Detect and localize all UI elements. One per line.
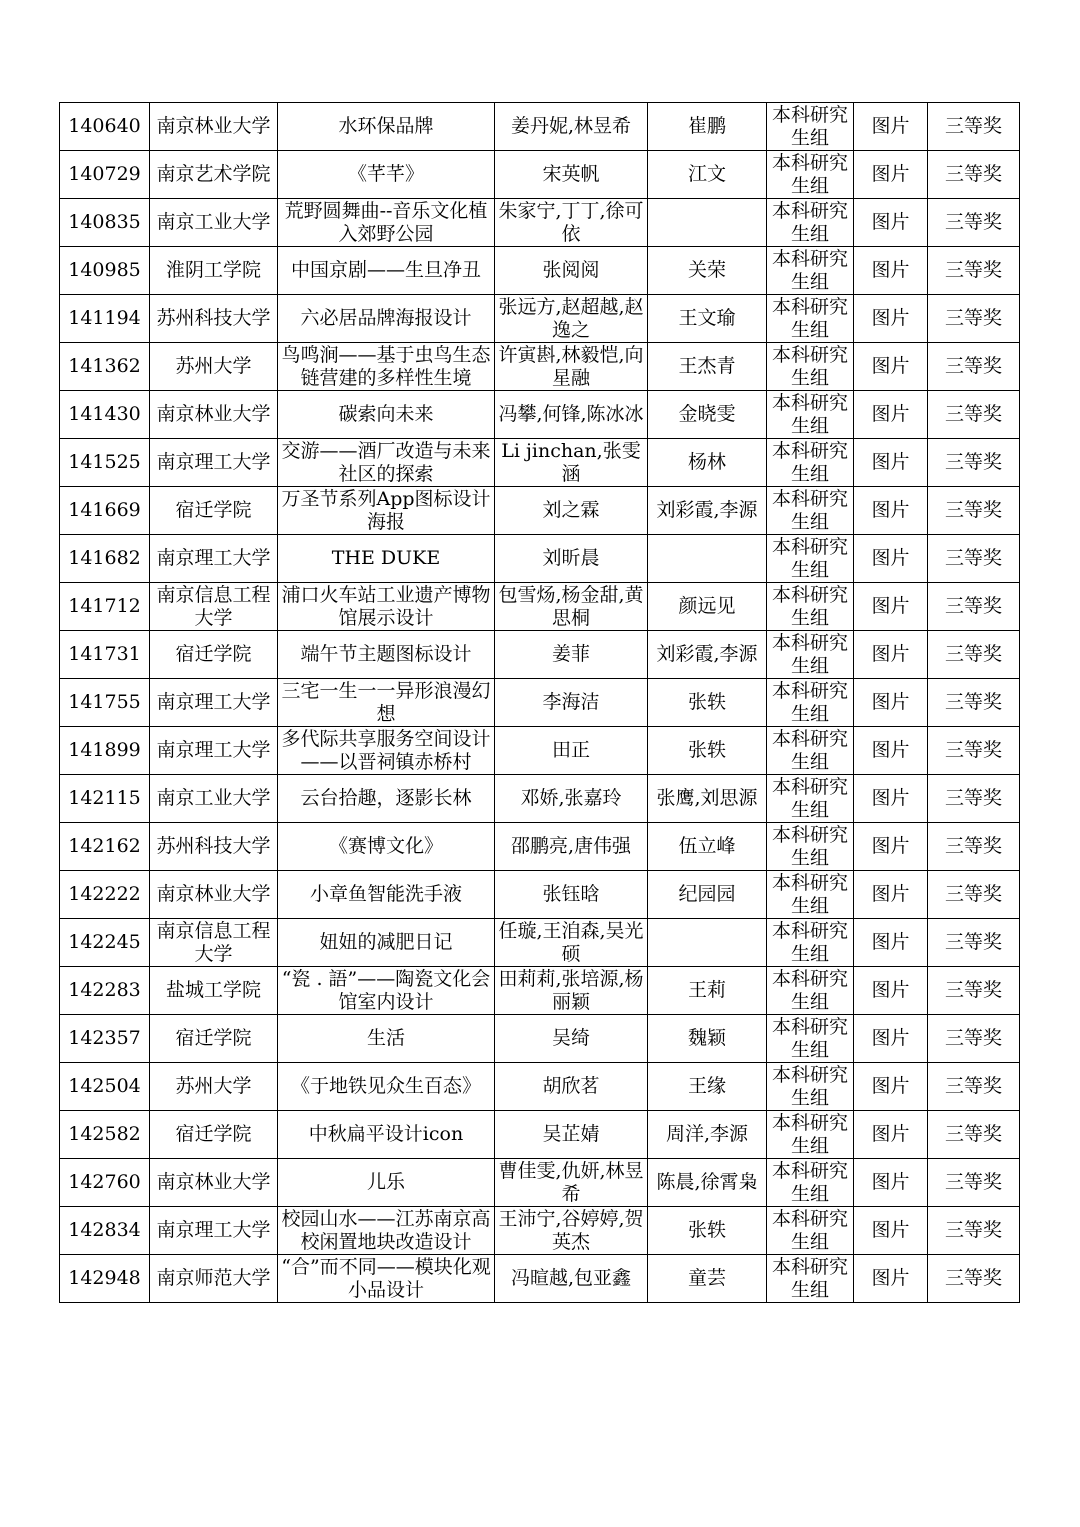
entry-id-cell: 140640 xyxy=(60,103,150,151)
work-type-cell: 图片 xyxy=(854,439,928,487)
school-cell: 苏州科技大学 xyxy=(150,295,278,343)
entry-id-cell: 142283 xyxy=(60,967,150,1015)
advisor-cell: 颜远见 xyxy=(648,583,767,631)
work-type-cell: 图片 xyxy=(854,247,928,295)
group-cell: 本科研究生组 xyxy=(767,199,854,247)
table-row xyxy=(60,247,1020,295)
work-type-cell: 图片 xyxy=(854,391,928,439)
group-cell: 本科研究生组 xyxy=(767,151,854,199)
group-cell: 本科研究生组 xyxy=(767,631,854,679)
school-cell: 苏州科技大学 xyxy=(150,823,278,871)
group-cell: 本科研究生组 xyxy=(767,343,854,391)
entry-id-cell: 140985 xyxy=(60,247,150,295)
group-cell: 本科研究生组 xyxy=(767,103,854,151)
table-row xyxy=(60,103,1020,151)
advisor-cell: 张鹰,刘思源 xyxy=(648,775,767,823)
advisor-cell xyxy=(648,199,767,247)
group-cell: 本科研究生组 xyxy=(767,295,854,343)
work-title-cell: THE DUKE xyxy=(278,535,495,583)
authors-cell: 张阅阅 xyxy=(495,247,648,295)
table-row xyxy=(60,679,1020,727)
table-row xyxy=(60,967,1020,1015)
work-title-cell: 生活 xyxy=(278,1015,495,1063)
advisor-cell xyxy=(648,535,767,583)
prize-cell: 三等奖 xyxy=(928,1015,1020,1063)
group-cell: 本科研究生组 xyxy=(767,871,854,919)
authors-cell: 邓娇,张嘉玲 xyxy=(495,775,648,823)
prize-cell: 三等奖 xyxy=(928,679,1020,727)
table-row xyxy=(60,391,1020,439)
authors-cell: 许寅斟,林毅恺,向星融 xyxy=(495,343,648,391)
prize-cell: 三等奖 xyxy=(928,103,1020,151)
school-cell: 淮阴工学院 xyxy=(150,247,278,295)
entry-id-cell: 141731 xyxy=(60,631,150,679)
school-cell: 南京师范大学 xyxy=(150,1255,278,1303)
entry-id-cell: 140835 xyxy=(60,199,150,247)
table-row xyxy=(60,871,1020,919)
work-title-cell: 《于地铁见众生百态》 xyxy=(278,1063,495,1111)
entry-id-cell: 142948 xyxy=(60,1255,150,1303)
advisor-cell: 童芸 xyxy=(648,1255,767,1303)
advisor-cell: 伍立峰 xyxy=(648,823,767,871)
work-type-cell: 图片 xyxy=(854,679,928,727)
entry-id-cell: 141362 xyxy=(60,343,150,391)
group-cell: 本科研究生组 xyxy=(767,439,854,487)
work-type-cell: 图片 xyxy=(854,103,928,151)
entry-id-cell: 142504 xyxy=(60,1063,150,1111)
awards-table xyxy=(59,102,1020,1303)
award-rows xyxy=(60,103,1020,1303)
school-cell: 南京理工大学 xyxy=(150,679,278,727)
authors-cell: 曹佳雯,仇妍,林昱希 xyxy=(495,1159,648,1207)
work-title-cell: 万圣节系列App图标设计海报 xyxy=(278,487,495,535)
advisor-cell: 陈晨,徐霄枭 xyxy=(648,1159,767,1207)
authors-cell: Li jinchan,张雯涵 xyxy=(495,439,648,487)
school-cell: 苏州大学 xyxy=(150,1063,278,1111)
work-type-cell: 图片 xyxy=(854,1015,928,1063)
group-cell: 本科研究生组 xyxy=(767,247,854,295)
prize-cell: 三等奖 xyxy=(928,391,1020,439)
table-row xyxy=(60,1159,1020,1207)
work-type-cell: 图片 xyxy=(854,535,928,583)
authors-cell: 宋英帆 xyxy=(495,151,648,199)
table-row xyxy=(60,1015,1020,1063)
work-title-cell: “瓷 . 語”——陶瓷文化会馆室内设计 xyxy=(278,967,495,1015)
work-title-cell: 荒野圆舞曲--音乐文化植入郊野公园 xyxy=(278,199,495,247)
school-cell: 宿迁学院 xyxy=(150,1111,278,1159)
school-cell: 苏州大学 xyxy=(150,343,278,391)
work-title-cell: 《芊芊》 xyxy=(278,151,495,199)
entry-id-cell: 141525 xyxy=(60,439,150,487)
entry-id-cell: 142357 xyxy=(60,1015,150,1063)
group-cell: 本科研究生组 xyxy=(767,535,854,583)
work-title-cell: 小章鱼智能洗手液 xyxy=(278,871,495,919)
authors-cell: 任璇,王洎森,吴光硕 xyxy=(495,919,648,967)
work-type-cell: 图片 xyxy=(854,295,928,343)
advisor-cell: 关荣 xyxy=(648,247,767,295)
work-type-cell: 图片 xyxy=(854,583,928,631)
work-title-cell: 交游——酒厂改造与未来社区的探索 xyxy=(278,439,495,487)
work-type-cell: 图片 xyxy=(854,775,928,823)
entry-id-cell: 140729 xyxy=(60,151,150,199)
prize-cell: 三等奖 xyxy=(928,823,1020,871)
advisor-cell: 金晓雯 xyxy=(648,391,767,439)
school-cell: 盐城工学院 xyxy=(150,967,278,1015)
authors-cell: 王沛宁,谷婷婷,贺英杰 xyxy=(495,1207,648,1255)
group-cell: 本科研究生组 xyxy=(767,1255,854,1303)
entry-id-cell: 141755 xyxy=(60,679,150,727)
work-type-cell: 图片 xyxy=(854,823,928,871)
authors-cell: 冯攀,何锋,陈冰冰 xyxy=(495,391,648,439)
school-cell: 南京林业大学 xyxy=(150,1159,278,1207)
entry-id-cell: 141194 xyxy=(60,295,150,343)
authors-cell: 姜丹妮,林昱希 xyxy=(495,103,648,151)
prize-cell: 三等奖 xyxy=(928,1255,1020,1303)
prize-cell: 三等奖 xyxy=(928,1111,1020,1159)
school-cell: 南京林业大学 xyxy=(150,391,278,439)
prize-cell: 三等奖 xyxy=(928,871,1020,919)
work-title-cell: “合”而不同——模块化观小品设计 xyxy=(278,1255,495,1303)
table-row xyxy=(60,1255,1020,1303)
school-cell: 南京理工大学 xyxy=(150,1207,278,1255)
school-cell: 南京林业大学 xyxy=(150,103,278,151)
advisor-cell: 张轶 xyxy=(648,679,767,727)
authors-cell: 朱家宁,丁丁,徐可依 xyxy=(495,199,648,247)
table-row xyxy=(60,919,1020,967)
school-cell: 南京林业大学 xyxy=(150,871,278,919)
school-cell: 南京信息工程大学 xyxy=(150,583,278,631)
group-cell: 本科研究生组 xyxy=(767,919,854,967)
table-row xyxy=(60,727,1020,775)
group-cell: 本科研究生组 xyxy=(767,1015,854,1063)
group-cell: 本科研究生组 xyxy=(767,727,854,775)
authors-cell: 田莉莉,张培源,杨丽颖 xyxy=(495,967,648,1015)
advisor-cell: 王杰青 xyxy=(648,343,767,391)
authors-cell: 吴绮 xyxy=(495,1015,648,1063)
work-type-cell: 图片 xyxy=(854,199,928,247)
group-cell: 本科研究生组 xyxy=(767,1111,854,1159)
table-row xyxy=(60,439,1020,487)
work-title-cell: 三宅一生一一异形浪漫幻想 xyxy=(278,679,495,727)
school-cell: 南京工业大学 xyxy=(150,199,278,247)
prize-cell: 三等奖 xyxy=(928,247,1020,295)
prize-cell: 三等奖 xyxy=(928,1207,1020,1255)
authors-cell: 胡欣茗 xyxy=(495,1063,648,1111)
prize-cell: 三等奖 xyxy=(928,967,1020,1015)
entry-id-cell: 141669 xyxy=(60,487,150,535)
school-cell: 宿迁学院 xyxy=(150,487,278,535)
prize-cell: 三等奖 xyxy=(928,295,1020,343)
work-title-cell: 儿乐 xyxy=(278,1159,495,1207)
awards-sheet xyxy=(59,102,1019,1303)
work-title-cell: 端午节主题图标设计 xyxy=(278,631,495,679)
advisor-cell: 纪园园 xyxy=(648,871,767,919)
school-cell: 宿迁学院 xyxy=(150,1015,278,1063)
prize-cell: 三等奖 xyxy=(928,775,1020,823)
authors-cell: 包雪炀,杨金甜,黄思桐 xyxy=(495,583,648,631)
advisor-cell: 张轶 xyxy=(648,727,767,775)
work-title-cell: 云台拾趣，逐影长林 xyxy=(278,775,495,823)
authors-cell: 刘昕晨 xyxy=(495,535,648,583)
work-title-cell: 鸟鸣涧——基于虫鸟生态链营建的多样性生境 xyxy=(278,343,495,391)
school-cell: 南京艺术学院 xyxy=(150,151,278,199)
work-type-cell: 图片 xyxy=(854,343,928,391)
authors-cell: 张钰晗 xyxy=(495,871,648,919)
work-type-cell: 图片 xyxy=(854,1063,928,1111)
table-row xyxy=(60,199,1020,247)
prize-cell: 三等奖 xyxy=(928,199,1020,247)
work-title-cell: 水环保品牌 xyxy=(278,103,495,151)
prize-cell: 三等奖 xyxy=(928,1063,1020,1111)
entry-id-cell: 142162 xyxy=(60,823,150,871)
entry-id-cell: 141899 xyxy=(60,727,150,775)
table-row xyxy=(60,343,1020,391)
work-type-cell: 图片 xyxy=(854,871,928,919)
group-cell: 本科研究生组 xyxy=(767,823,854,871)
prize-cell: 三等奖 xyxy=(928,1159,1020,1207)
authors-cell: 邵鹏亮,唐伟强 xyxy=(495,823,648,871)
work-title-cell: 妞妞的减肥日记 xyxy=(278,919,495,967)
prize-cell: 三等奖 xyxy=(928,439,1020,487)
advisor-cell xyxy=(648,919,767,967)
work-type-cell: 图片 xyxy=(854,1111,928,1159)
authors-cell: 刘之霖 xyxy=(495,487,648,535)
entry-id-cell: 141430 xyxy=(60,391,150,439)
prize-cell: 三等奖 xyxy=(928,727,1020,775)
work-title-cell: 中国京剧——生旦净丑 xyxy=(278,247,495,295)
group-cell: 本科研究生组 xyxy=(767,1207,854,1255)
authors-cell: 李海洁 xyxy=(495,679,648,727)
advisor-cell: 王缘 xyxy=(648,1063,767,1111)
advisor-cell: 杨林 xyxy=(648,439,767,487)
school-cell: 南京信息工程大学 xyxy=(150,919,278,967)
table-row xyxy=(60,775,1020,823)
prize-cell: 三等奖 xyxy=(928,631,1020,679)
table-row xyxy=(60,535,1020,583)
work-title-cell: 校园山水——江苏南京高校闲置地块改造设计 xyxy=(278,1207,495,1255)
entry-id-cell: 141682 xyxy=(60,535,150,583)
group-cell: 本科研究生组 xyxy=(767,583,854,631)
work-title-cell: 六必居品牌海报设计 xyxy=(278,295,495,343)
advisor-cell: 王莉 xyxy=(648,967,767,1015)
advisor-cell: 刘彩霞,李源 xyxy=(648,631,767,679)
entry-id-cell: 142834 xyxy=(60,1207,150,1255)
group-cell: 本科研究生组 xyxy=(767,775,854,823)
table-row xyxy=(60,295,1020,343)
group-cell: 本科研究生组 xyxy=(767,679,854,727)
authors-cell: 田正 xyxy=(495,727,648,775)
prize-cell: 三等奖 xyxy=(928,487,1020,535)
work-type-cell: 图片 xyxy=(854,967,928,1015)
work-title-cell: 中秋扁平设计icon xyxy=(278,1111,495,1159)
prize-cell: 三等奖 xyxy=(928,919,1020,967)
entry-id-cell: 142245 xyxy=(60,919,150,967)
table-row xyxy=(60,487,1020,535)
school-cell: 南京理工大学 xyxy=(150,727,278,775)
advisor-cell: 王文瑜 xyxy=(648,295,767,343)
school-cell: 南京工业大学 xyxy=(150,775,278,823)
advisor-cell: 刘彩霞,李源 xyxy=(648,487,767,535)
work-title-cell: 《赛博文化》 xyxy=(278,823,495,871)
prize-cell: 三等奖 xyxy=(928,343,1020,391)
work-title-cell: 浦口火车站工业遗产博物馆展示设计 xyxy=(278,583,495,631)
group-cell: 本科研究生组 xyxy=(767,967,854,1015)
advisor-cell: 江文 xyxy=(648,151,767,199)
school-cell: 宿迁学院 xyxy=(150,631,278,679)
group-cell: 本科研究生组 xyxy=(767,487,854,535)
table-row xyxy=(60,631,1020,679)
entry-id-cell: 141712 xyxy=(60,583,150,631)
table-row xyxy=(60,1207,1020,1255)
authors-cell: 姜菲 xyxy=(495,631,648,679)
work-type-cell: 图片 xyxy=(854,631,928,679)
entry-id-cell: 142115 xyxy=(60,775,150,823)
prize-cell: 三等奖 xyxy=(928,151,1020,199)
work-type-cell: 图片 xyxy=(854,727,928,775)
entry-id-cell: 142582 xyxy=(60,1111,150,1159)
authors-cell: 张远方,赵超越,赵逸之 xyxy=(495,295,648,343)
prize-cell: 三等奖 xyxy=(928,583,1020,631)
authors-cell: 冯暄越,包亚鑫 xyxy=(495,1255,648,1303)
group-cell: 本科研究生组 xyxy=(767,391,854,439)
table-row xyxy=(60,1111,1020,1159)
entry-id-cell: 142760 xyxy=(60,1159,150,1207)
advisor-cell: 崔鹏 xyxy=(648,103,767,151)
work-type-cell: 图片 xyxy=(854,151,928,199)
work-type-cell: 图片 xyxy=(854,487,928,535)
work-type-cell: 图片 xyxy=(854,919,928,967)
advisor-cell: 魏颖 xyxy=(648,1015,767,1063)
work-type-cell: 图片 xyxy=(854,1159,928,1207)
table-row xyxy=(60,151,1020,199)
school-cell: 南京理工大学 xyxy=(150,439,278,487)
table-row xyxy=(60,823,1020,871)
table-row xyxy=(60,583,1020,631)
work-type-cell: 图片 xyxy=(854,1207,928,1255)
work-title-cell: 碳索向未来 xyxy=(278,391,495,439)
school-cell: 南京理工大学 xyxy=(150,535,278,583)
advisor-cell: 张轶 xyxy=(648,1207,767,1255)
work-type-cell: 图片 xyxy=(854,1255,928,1303)
work-title-cell: 多代际共享服务空间设计——以晋祠镇赤桥村 xyxy=(278,727,495,775)
advisor-cell: 周洋,李源 xyxy=(648,1111,767,1159)
group-cell: 本科研究生组 xyxy=(767,1159,854,1207)
authors-cell: 吴芷婧 xyxy=(495,1111,648,1159)
entry-id-cell: 142222 xyxy=(60,871,150,919)
table-row xyxy=(60,1063,1020,1111)
prize-cell: 三等奖 xyxy=(928,535,1020,583)
group-cell: 本科研究生组 xyxy=(767,1063,854,1111)
